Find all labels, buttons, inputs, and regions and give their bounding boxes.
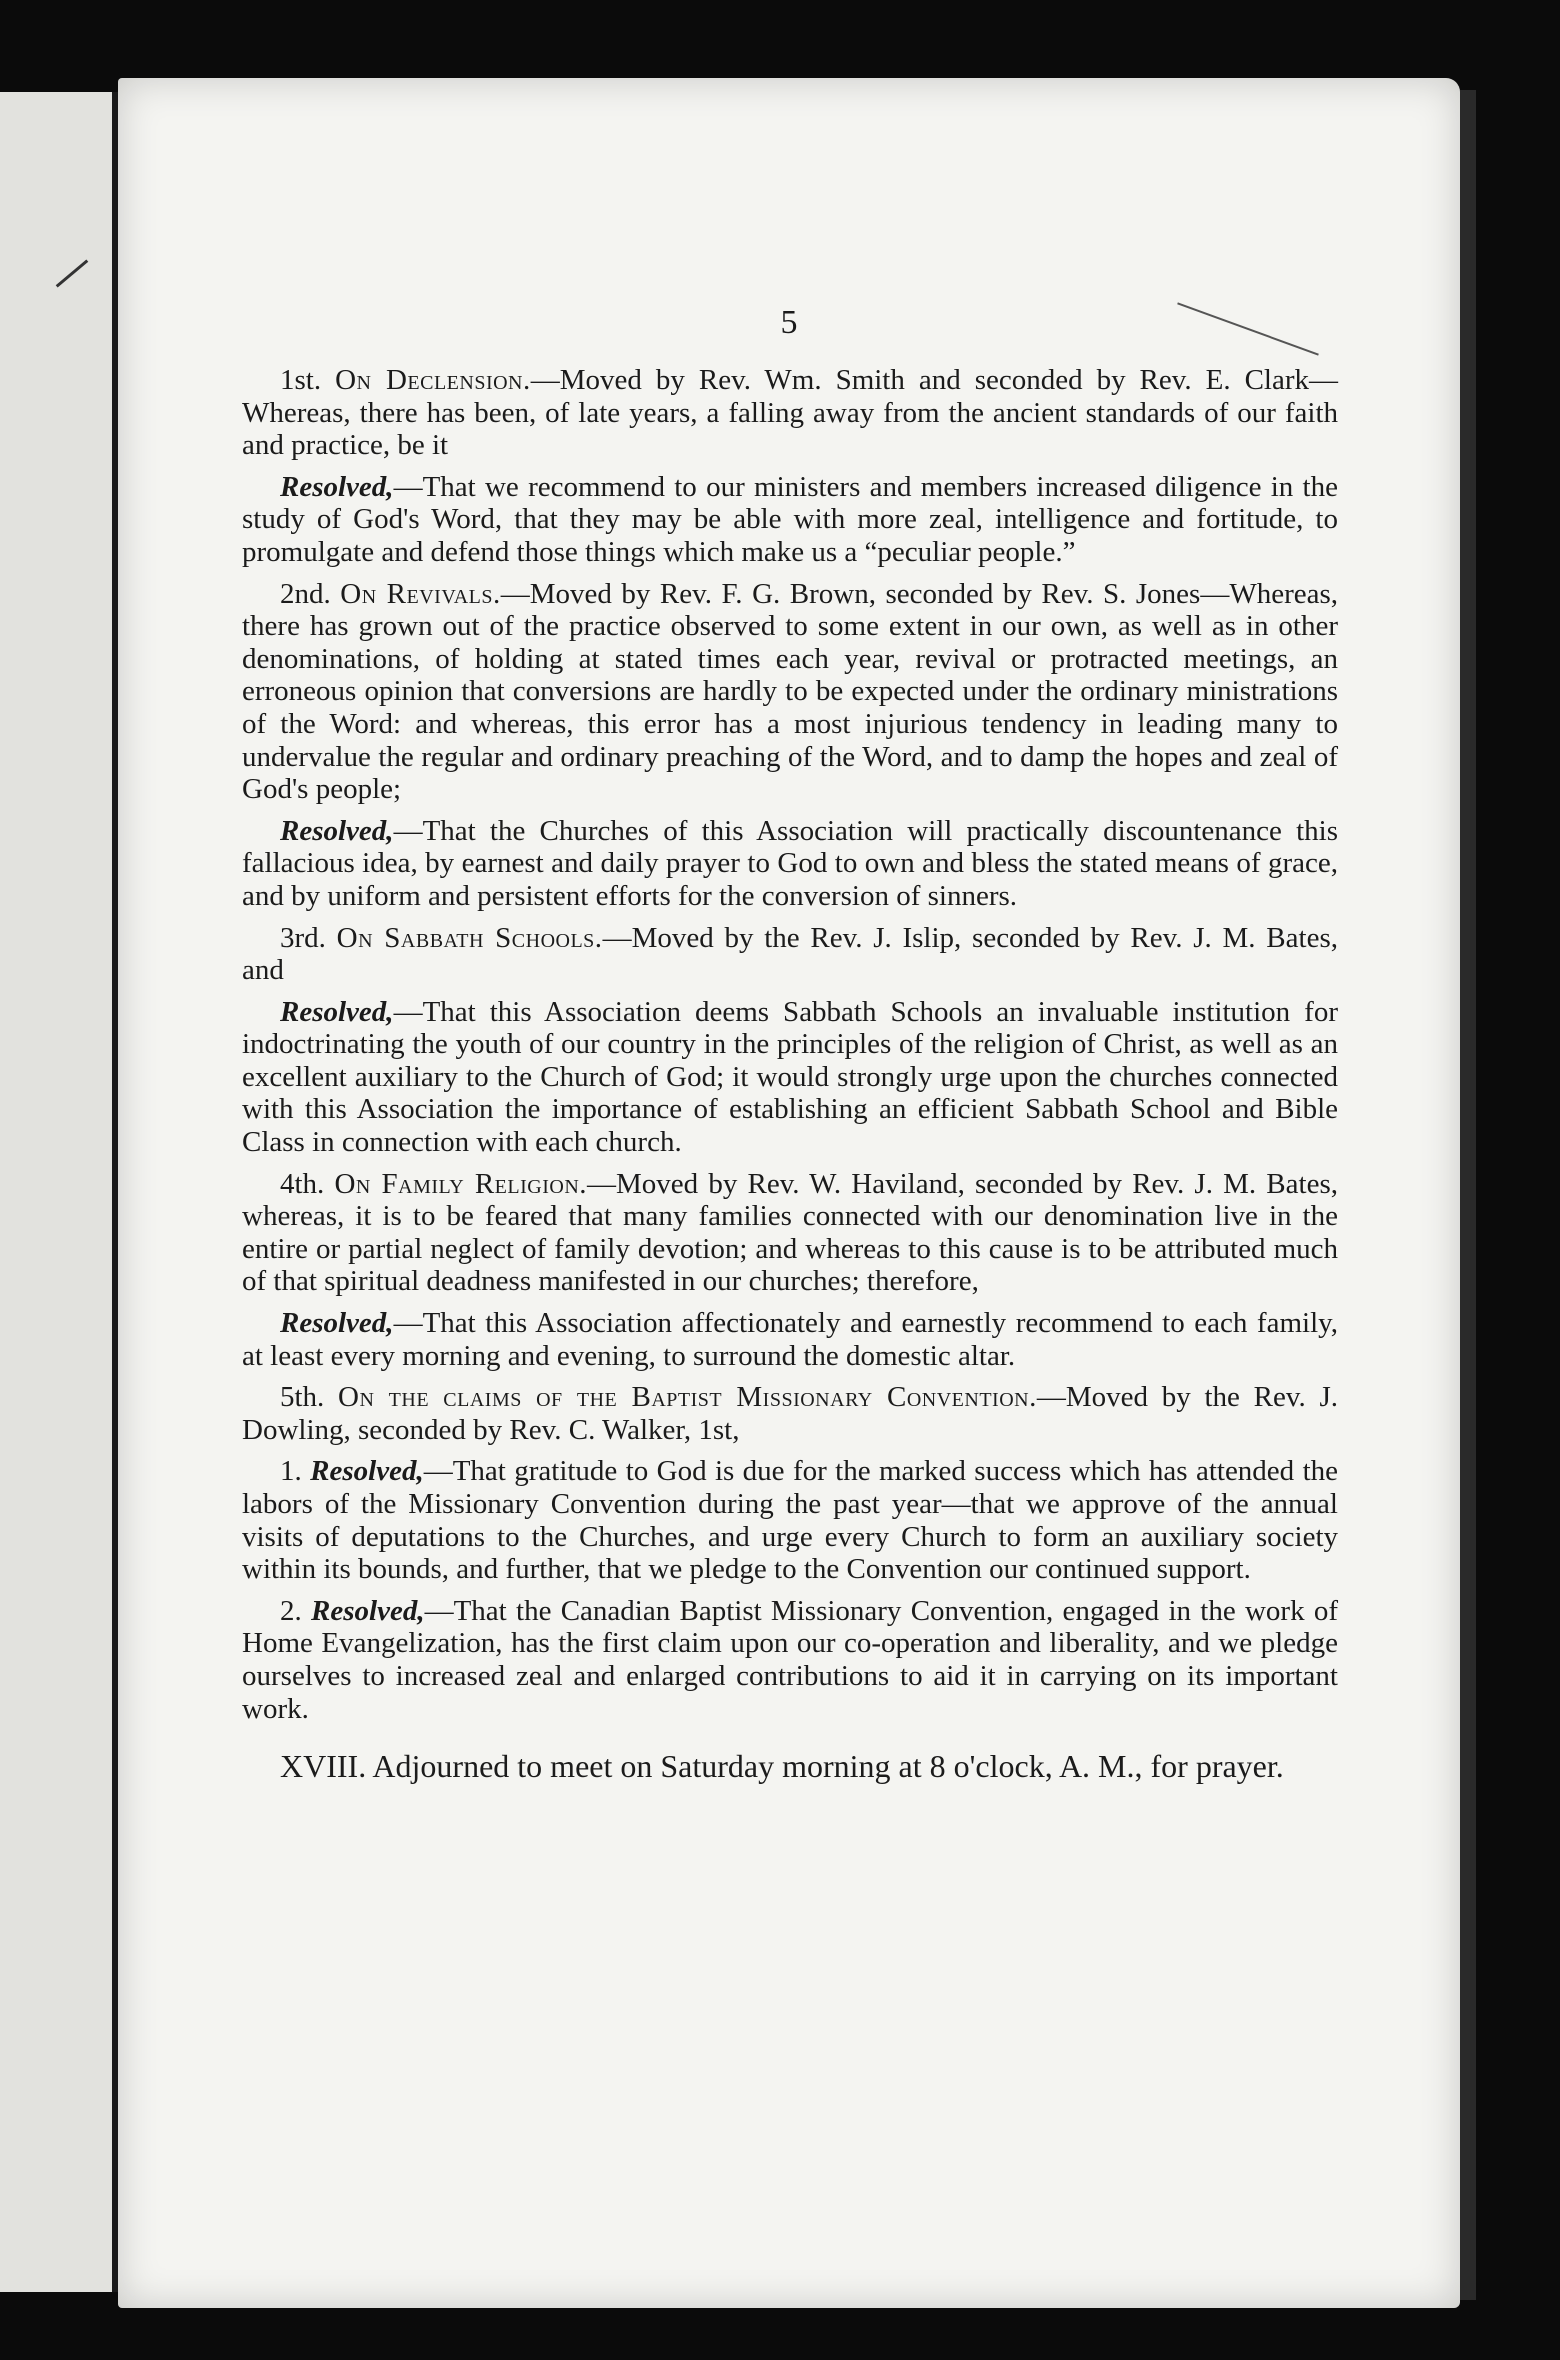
paragraph-missionary-resolution-2 [242,1595,1338,1725]
paragraph-text: —Moved by the Rev. J. Dowling, seconded by Rev. C. Walker, 1st, [242,1381,1339,1446]
adjournment-notice: XVIII. Adjourned to meet on Saturday morning at 8 o'clock, A. M., for prayer. [280,1748,1284,1785]
resolved-label: Resolved, [280,1307,394,1340]
paragraph-text: —Moved by the Rev. J. Islip, seconded by Rev. J. M. Bates, and [242,921,1338,987]
paragraph-text: —That we recommend to our ministers and members increased diligence in the study of God's Word, that they may be able with more zeal, intelligence and fortitude, to promulgate and defend those things which make us a “peculiar people.” [242,470,1338,568]
resolved-label: Resolved, [310,1455,424,1488]
section-heading: On Sabbath Schools. [336,921,603,954]
page-number: 5 [780,304,798,341]
section-heading: On Family Religion. [334,1167,588,1200]
paragraph-text: —Moved by Rev. Wm. Smith and seconded by Rev. E. Clark—Whereas, there has been, of late years, a falling away from the ancient standards of our faith and practice, be it [242,364,1338,462]
page-body [242,364,1338,1817]
paragraph-missionary-resolution-1 [242,1455,1338,1585]
paragraph-sabbath-schools-motion [242,922,1338,987]
paragraph-family-religion-resolution [242,1307,1338,1372]
paragraph-text: —That this Association deems Sabbath Schools an invaluable institution for indoctrinating the youth of our country in the principles of the religion of Christ, as well as an excellent auxiliary to the Church of God; it would strongly urge upon the churches connected with this Association the importance of establishing an efficient Sabbath School and Bible Class in connection with each church. [242,995,1338,1159]
section-heading: On Declension. [335,364,531,396]
margin-mark [56,259,89,287]
resolved-label: Resolved, [280,995,394,1028]
paragraph-text: —That this Association affectionately and earnestly recommend to each family, at least every morning and evening, to surround the domestic altar. [242,1307,1338,1372]
left-page-edge [0,92,118,2292]
paragraph-text: —Moved by Rev. W. Haviland, seconded by Rev. J. M. Bates, whereas, it is to be feared that many families connected with our denomination live in the entire or partial neglect of family devotion; and whereas to this cause is to be attributed much of that spiritual deadness manifested in our churches; therefore, [242,1167,1338,1298]
item-number: 4th. [280,1167,335,1200]
section-heading: On Revivals. [340,577,501,610]
document-page [118,78,1460,2308]
paragraph-text: —Moved by Rev. F. G. Brown, seconded by Rev. S. Jones—Whereas, there has grown out of the practice observed to some extent in our own, as well as in other denominations, of holding at stated times each year, revival or protracted meetings, an erroneous opinion that conversions are hardly to be expected under the ordinary ministrations of the Word: and whereas, this error has a most injurious tendency in leading many to undervalue the regular and ordinary preaching of the Word, and to damp the hopes and zeal of God's people; [242,577,1339,806]
item-number: 1. [280,1455,311,1488]
resolved-label: Resolved, [280,470,394,503]
item-number: 2nd. [280,577,341,610]
item-number: 5th. [280,1381,339,1414]
section-heading: On the claims of the Baptist Missionary Convention. [338,1381,1037,1414]
item-number: 2. [280,1594,312,1627]
resolved-label: Resolved, [311,1594,425,1627]
item-number: 1st. [280,364,336,396]
paragraph-declension-resolution [242,471,1338,569]
paragraph-revivals-motion [242,578,1338,806]
paragraph-sabbath-schools-resolution [242,996,1338,1159]
paragraph-family-religion-motion [242,1168,1338,1298]
right-page-edge [1460,90,1476,2300]
paragraph-text: —That the Canadian Baptist Missionary Convention, engaged in the work of Home Evangelization, has the first claim upon our co-operation and liberality, and we pledge ourselves to increased zeal and enlarged contributions to aid it in carrying on its important work. [242,1594,1339,1725]
paragraph-revivals-resolution [242,815,1338,913]
paragraph-text: —That gratitude to God is due for the marked success which has attended the labors of the Missionary Convention during the past year—that we approve of the annual visits of deputations to the Churches, and urge every Church to form an auxiliary society within its bounds, and further, that we pledge to the Convention our continued support. [242,1455,1338,1586]
resolved-label: Resolved, [280,814,394,847]
paragraph-text: —That the Churches of this Association will practically discountenance this fallacious idea, by earnest and daily prayer to God to own and bless the stated means of grace, and by uniform and persistent efforts for the conversion of sinners. [242,814,1338,912]
paragraph-declension-motion [242,364,1338,462]
paragraph-missionary-motion [242,1381,1338,1446]
item-number: 3rd. [280,921,337,954]
